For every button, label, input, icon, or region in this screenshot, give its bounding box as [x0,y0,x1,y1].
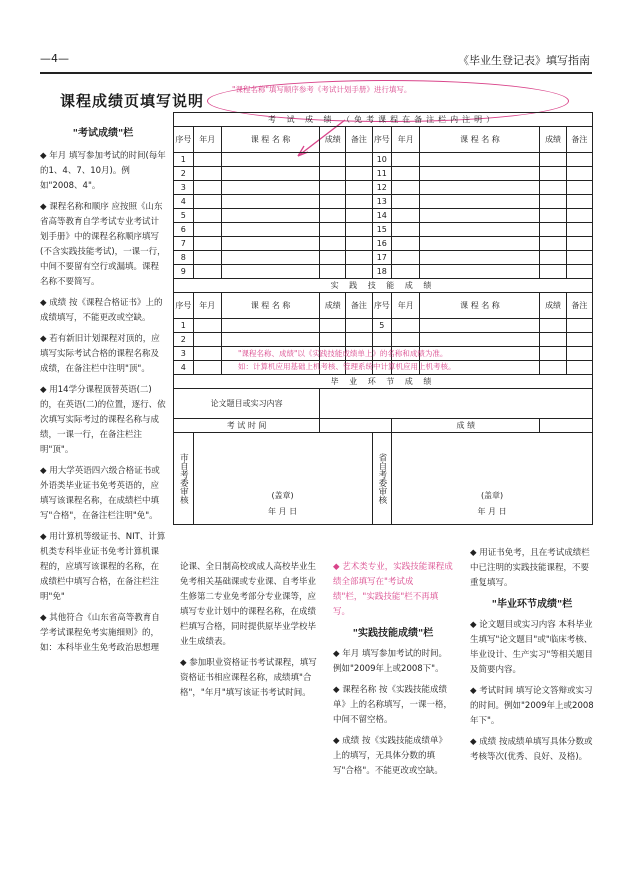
exam-section-header: 考 试 成 绩 （免考课程在备注栏内注明） [174,113,593,127]
page-number: —4— [40,52,69,65]
exam-score-heading: "考试成绩"栏 [72,128,134,139]
prov-review-label: 省自考委审核 [372,433,392,525]
table-row: 7 16 [174,237,593,251]
list-item: 课程名称 按《实践技能成绩单》上的名称填写，一课一格，中间不留空格。 [333,685,453,725]
col-score: 成绩 [320,127,346,153]
score-table [173,112,593,525]
practical-heading: "实践技能成绩"栏 [352,628,434,639]
table-row: 1 5 [174,319,593,333]
col-score: 成绩 [540,127,566,153]
list-item: 用大学英语四六级合格证书或外语类毕业证书免考英语的，应填写该课程名称，在成绩栏中填写"合格"，在备注栏注明"免"。 [40,466,160,521]
table-row: 5 14 [174,209,593,223]
header-divider [40,72,592,74]
middle-right-column: ◆ 艺术类专业，实践技能课程成绩全部填写在"考试成绩"栏，"实践技能"栏不再填写。 "实践技能成绩"栏 ◆ 年月 填写参加考试的时间。例如"2009年上或2008下"。 ◆ 课程名称 按《实践技能成绩单》上的名称填写，一课一格，中间不留空格。 ◆ 成绩 按《实践技能成绩单》上的填写，无具体分数的填写"合格"。不能更改或空缺。 [333,562,453,776]
practical-annotation-line1: "课程名称、成绩"以《实践技能成绩单上》的名称和成绩为准。 [238,349,448,358]
col-course: 课 程 名 称 [420,127,540,153]
table-row: 4 13 [174,195,593,209]
table-row: 2 [174,333,593,347]
city-date: 年 月 日 [268,507,298,516]
list-item: 用证书免考，且在考试成绩栏中已注明的实践技能课程，不要重复填写。 [470,548,590,588]
col-seq: 序号 [372,293,392,319]
list-item: 其他符合《山东省高等教育自学考试课程免考实施细则》的，如：本科毕业生免考政治思想理 [40,613,160,653]
list-item: 年月 填写参加考试的时间(每年的1、4、7、10月)。例如"2008、4"。 [40,151,166,191]
prov-date: 年 月 日 [477,507,507,516]
col-date: 年月 [193,293,221,319]
col-score: 成绩 [540,293,566,319]
page-title: 课程成绩页填写说明 [60,92,205,110]
list-item: 参加职业资格证书考试课程，填写资格证书相应课程名称，成绩填"合格"，"年月"填写该证书考试时间。 [180,658,317,698]
prov-seal: (盖章) [480,491,504,500]
mid-text: 论课、全日制高校或成人高校毕业生免考相关基础课或专业课、自考毕业生修第二专业免考部分专业课等，应填写专业计划中的课程名称，在成绩栏填写合格，同时提供原毕业学校毕业生成绩表。 [180,562,317,647]
list-item: 成绩 按成绩单填写具体分数或考核等次(优秀、良好、及格)。 [470,737,593,762]
practical-annotation-line2: 如：计算机应用基础上机考核、管理系统中计算机应用上机考核。 [238,362,456,371]
col-date: 年月 [193,127,221,153]
table-row: 3 12 [174,181,593,195]
col-date: 年月 [392,293,420,319]
city-seal: (盖章) [271,491,294,500]
list-item: 用计算机等级证书、NIT、计算机类专科毕业证书免考计算机课程的，应填写该课程的名称，在成绩栏中填写合格，在备注栏注明"免" [40,532,166,602]
col-seq: 序号 [174,127,194,153]
col-note: 备注 [566,293,592,319]
list-item: 用14学分课程顶替英语(二)的，在英语(二)的位置，逐行、依次填写实际考过的课程名称与成绩，一课一行，在备注栏注明"顶"。 [40,385,166,455]
col-note: 备注 [346,127,372,153]
annotation-top-text: "课程名称"填写顺序参考《考试计划手册》进行填写。 [232,85,412,94]
table-row: 9 18 [174,265,593,279]
art-note: 艺术类专业，实践技能课程成绩全部填写在"考试成绩"栏，"实践技能"栏不再填写。 [333,562,453,617]
practical-annotation [238,347,532,373]
col-seq: 序号 [372,127,392,153]
col-course: 课 程 名 称 [221,293,319,319]
city-review-label: 市自考委审核 [174,433,194,525]
col-note: 备注 [346,293,372,319]
graduation-heading: "毕业环节成绩"栏 [491,599,573,610]
guide-title: 《毕业生登记表》填写指南 [458,54,590,67]
col-date: 年月 [392,127,420,153]
practical-section-header: 实 践 技 能 成 绩 [174,279,593,293]
list-item: 年月 填写参加考试的时间。例如"2009年上或2008下"。 [333,649,447,674]
col-course: 课 程 名 称 [420,293,540,319]
graduation-section-header: 毕 业 环 节 成 绩 [174,375,593,389]
col-score: 成绩 [320,293,346,319]
table-row: 6 15 [174,223,593,237]
right-column: ◆ 用证书免考，且在考试成绩栏中已注明的实践技能课程，不要重复填写。 "毕业环节成绩"栏 ◆ 论文题目或实习内容 本科毕业生填写"论文题目"或"临床考核、毕业设计、生产实习"等相关题目及简要内容。 ◆ 考试时间 填写论文答辩或实习的时间。例如"2009年上或2008年下"。 ◆ 成绩 按成绩单填写具体分数或考核等次(优秀、良好、及格)。 [470,548,594,762]
exam-time-label: 考 试 时 间 [174,419,320,433]
table-row: 8 17 [174,251,593,265]
col-seq: 序号 [174,293,194,319]
col-note: 备注 [566,127,592,153]
table-row: 4 [174,361,593,375]
middle-column: 论课、全日制高校或成人高校毕业生免考相关基础课或专业课、自考毕业生修第二专业免考部分专业课等，应填写专业计划中的课程名称，在成绩栏填写合格，同时提供原毕业学校毕业生成绩表。 ◆ 参加职业资格证书考试课程，填写资格证书相应课程名称，成绩填"合格"，"年月"填写该证书考试时间。 [180,560,320,707]
table-row: 2 11 [174,167,593,181]
list-item: 若有新旧计划课程对顶的，应填写实际考试合格的课程名称及成绩，在备注栏中注明"顶"。 [40,334,160,374]
list-item: 成绩 按《课程合格证书》上的成绩填写，不能更改或空缺。 [40,298,163,323]
thesis-label: 论文题目或实习内容 [174,389,320,419]
list-item: 成绩 按《实践技能成绩单》上的填写，无具体分数的填写"合格"。不能更改或空缺。 [333,736,447,776]
score-label: 成 绩 [392,419,540,433]
list-item: 论文题目或实习内容 本科毕业生填写"论文题目"或"临床考核、毕业设计、生产实习"等相关题目及简要内容。 [470,620,593,675]
table-row: 1 10 [174,153,593,167]
left-column: "考试成绩"栏 ◆ 年月 填写参加考试的时间(每年的1、4、7、10月)。例如"2008、4"。 ◆ 课程名称和顺序 应按照《山东省高等教育自学考试专业考试计划手册》中的课程名称顺序填写(不含实践技能考试)，一课一行，中间不要留有空行或漏填。课程名称不要简写。 ◆ 成绩 按《课程合格证书》上的成绩填写，不能更改或空缺。 ◆ 若有新旧计划课程对顶的，应填写实际考试合格的课程名称及成绩，在备注栏中注明"顶"。 ◆ 用14学分课程顶替英语(二)的，在英语(二)的位置，逐行、依次填写实际考过的课程名称与成绩，一课一行，在备注栏注明"顶"。 ◆ 用大学英语四六级合格证书或外语类毕业证书免考英语的，应填写该课程名称，在成绩栏中填写"合格"，在备注栏注明"免"。 ◆ 用计算机等级证书、NIT、计算机类专科毕业证书免考计算机课程的，应填写该课程的名称，在成绩栏中填写合格，在备注栏注明"免" ◆ 其他符合《山东省高等教育自学考试课程免考实施细则》的，如：本科毕业生免考政治思想理 [40,128,166,653]
list-item: 考试时间 填写论文答辩或实习的时间。例如"2009年上或2008年下"。 [470,686,594,726]
table-row: 3 [174,347,593,361]
list-item: 课程名称和顺序 应按照《山东省高等教育自学考试专业考试计划手册》中的课程名称顺序填写(不含实践技能考试)，一课一行，中间不要留有空行或漏填。课程名称不要简写。 [40,202,166,287]
col-course: 课 程 名 称 [221,127,319,153]
